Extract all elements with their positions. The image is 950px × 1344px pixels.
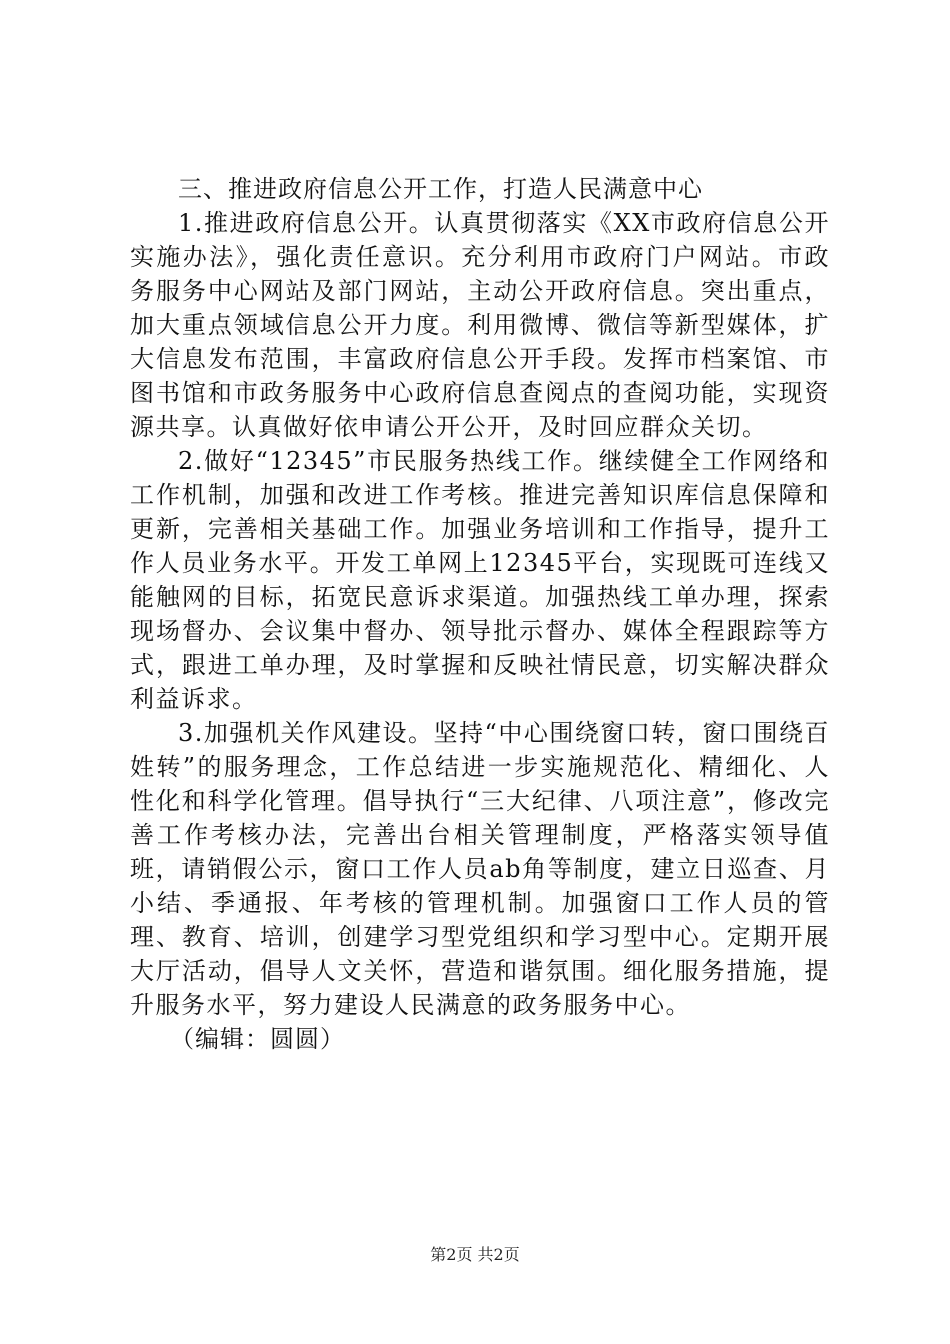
paragraph-info-disclosure: 1.推进政府信息公开。认真贯彻落实《XX市政府信息公开实施办法》，强化责任意识。充分利用市政府门户网站。市政务服务中心网站及部门网站，主动公开政府信息。突出重点，加大重点领域信息公开力度。利用微博、微信等新型媒体，扩大信息发布范围，丰富政府信息公开手段。发挥市档案馆、市图书馆和市政务服务中心政府信息查阅点的查阅功能，实现资源共享。认真做好依申请公开公开，及时回应群众关切。 [130,209,830,441]
editor-note: （编辑：圆圆） [170,1025,345,1053]
page-number-footer: 第2页 共2页 [430,1245,520,1264]
document-body [130,172,830,1056]
section-heading: 三、推进政府信息公开工作，打造人民满意中心 [178,175,703,203]
paragraph-work-style: 3.加强机关作风建设。坚持“中心围绕窗口转，窗口围绕百姓转”的服务理念，工作总结进一步实施规范化、精细化、人性化和科学化管理。倡导执行“三大纪律、八项注意”，修改完善工作考核办法，完善出台相关管理制度，严格落实领导值班，请销假公示，窗口工作人员ab角等制度，建立日巡查、月小结、季通报、年考核的管理机制。加强窗口工作人员的管理、教育、培训，创建学习型党组织和学习型中心。定期开展大厅活动，倡导人文关怀，营造和谐氛围。细化服务措施，提升服务水平，努力建设人民满意的政务服务中心。 [130,719,830,1019]
paragraph-hotline: 2.做好“12345”市民服务热线工作。继续健全工作网络和工作机制，加强和改进工作考核。推进完善知识库信息保障和更新，完善相关基础工作。加强业务培训和工作指导，提升工作人员业务水平。开发工单网上12345平台，实现既可连线又能触网的目标，拓宽民意诉求渠道。加强热线工单办理，探索现场督办、会议集中督办、领导批示督办、媒体全程跟踪等方式，跟进工单办理，及时掌握和反映社情民意，切实解决群众利益诉求。 [130,447,830,713]
